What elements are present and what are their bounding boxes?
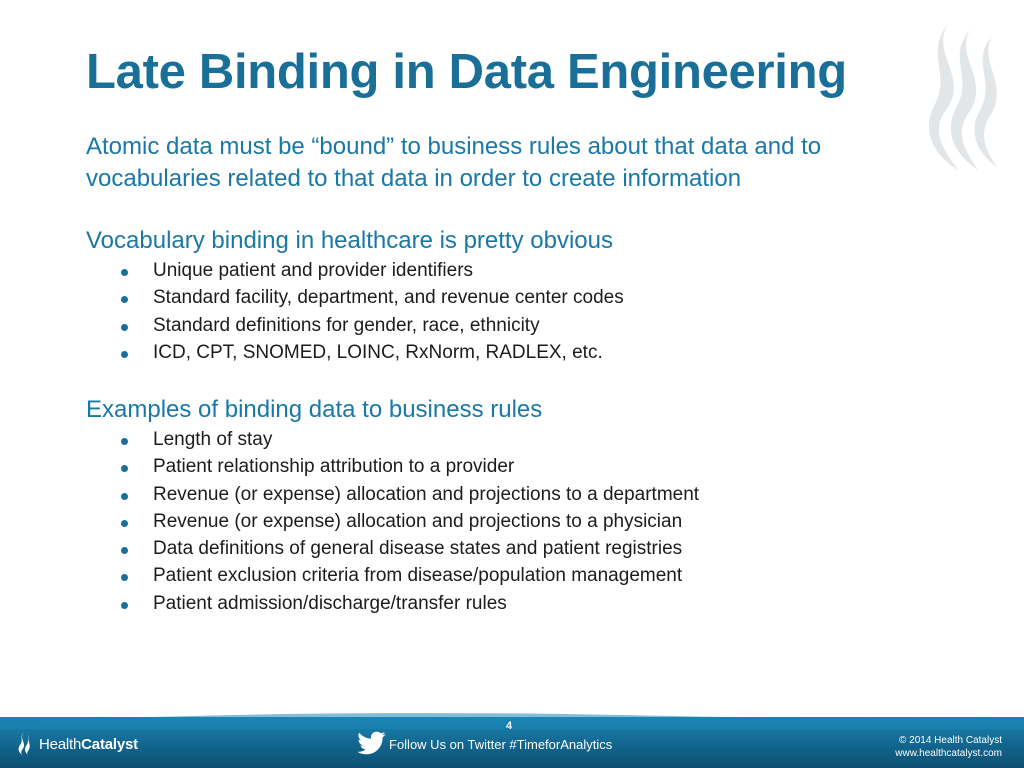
slide-title: Late Binding in Data Engineering (86, 45, 847, 99)
bullet-text: Length of stay (153, 429, 273, 450)
bullet-item (86, 590, 966, 617)
bullet-dot-icon (121, 438, 128, 445)
bullet-dot-icon (121, 296, 128, 303)
health-catalyst-logo-icon (16, 731, 36, 757)
bullet-list (86, 426, 966, 617)
bullet-item (86, 284, 966, 311)
logo-text (39, 736, 138, 753)
copyright-text: © 2014 Health Catalyst (899, 735, 1002, 746)
bullet-item (86, 481, 966, 508)
bullet-item (86, 562, 966, 589)
bullet-text: ICD, CPT, SNOMED, LOINC, RxNorm, RADLEX, etc. (153, 341, 603, 363)
logo-text-health: Health (39, 735, 82, 753)
footer-bar (0, 717, 1024, 768)
bullet-dot-icon (121, 520, 128, 527)
bullet-dot-icon (121, 324, 128, 331)
bullet-text: Unique patient and provider identifiers (153, 260, 474, 281)
twitter-bird-icon (357, 731, 387, 757)
bullet-text: Revenue (or expense) allocation and projections to a department (153, 483, 700, 505)
bullet-text: Patient admission/discharge/transfer rules (153, 592, 507, 614)
bullet-text: Standard facility, department, and revenue center codes (153, 287, 624, 309)
bullet-dot-icon (121, 465, 128, 472)
bullet-dot-icon (121, 547, 128, 554)
bullet-dot-icon (121, 493, 128, 500)
slide-subtitle: Atomic data must be “bound” to business rules about that data and to vocabularies related to that data in order to create information (86, 133, 822, 192)
bullet-item (86, 453, 966, 480)
bullet-text: Data definitions of general disease states and patient registries (153, 538, 683, 560)
bullet-dot-icon (121, 269, 128, 276)
bullet-text: Revenue (or expense) allocation and projections to a physician (153, 510, 683, 532)
bullet-dot-icon (121, 574, 128, 581)
twitter-follow-text: Follow Us on Twitter #TimeforAnalytics (389, 736, 613, 752)
bullet-dot-icon (121, 351, 128, 358)
section-heading: Vocabulary binding in healthcare is pretty obvious (86, 227, 613, 254)
section-heading: Examples of binding data to business rules (86, 396, 543, 423)
bullet-text: Patient exclusion criteria from disease/population management (153, 565, 683, 587)
health-catalyst-logo[interactable] (16, 731, 138, 757)
bullet-item (86, 312, 966, 339)
bullet-text: Patient relationship attribution to a provider (153, 456, 515, 478)
bullet-list (86, 257, 966, 366)
section-business-rules-binding (86, 395, 966, 617)
page-number: 4 (506, 720, 513, 732)
bullet-dot-icon (121, 602, 128, 609)
bullet-text: Standard definitions for gender, race, ethnicity (153, 314, 540, 336)
copyright-block (895, 734, 1002, 760)
bullet-item (86, 508, 966, 535)
twitter-follow-link[interactable] (357, 731, 612, 757)
bullet-item (86, 339, 966, 366)
website-link[interactable]: www.healthcatalyst.com (895, 748, 1002, 759)
bullet-item (86, 426, 966, 453)
section-vocabulary-binding (86, 226, 966, 366)
bullet-item (86, 535, 966, 562)
logo-text-catalyst: Catalyst (81, 735, 138, 753)
bullet-item (86, 257, 966, 284)
